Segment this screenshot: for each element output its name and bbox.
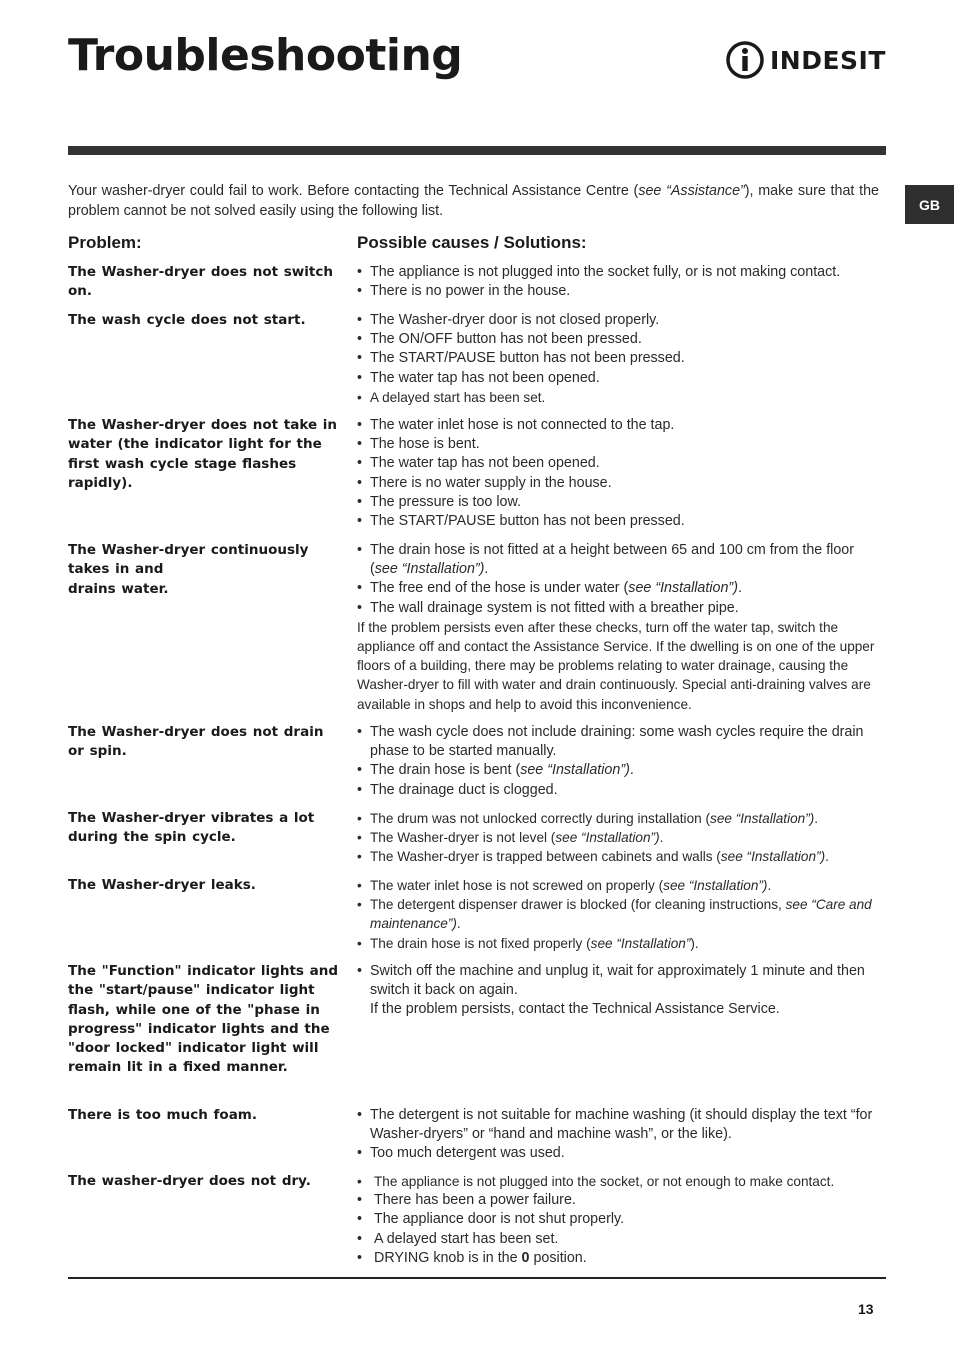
footer-divider — [68, 1277, 886, 1279]
problem-text: The Washer-dryer does not switch on. — [68, 264, 333, 300]
solution-item: • There is no power in the house. — [357, 283, 571, 300]
solutions-list — [357, 1106, 884, 1164]
solution-item: • The Washer-dryer is not level (see “Installation”). — [357, 830, 664, 846]
solutions-list — [357, 311, 884, 407]
solution-item: • The water tap has not been opened. — [357, 455, 600, 472]
solution-item: • The wash cycle does not include draining: some wash cycles require the drain phase to be started manually. — [357, 724, 864, 760]
solution-item: • The water inlet hose is not screwed on properly (see “Installation”). — [357, 878, 772, 893]
problem-text: The wash cycle does not start. — [68, 312, 306, 328]
problem-text: The Washer-dryer vibrates a lot during the spin cycle. — [68, 810, 315, 846]
solution-item: • The appliance door is not shut properly. — [357, 1211, 625, 1228]
header-divider — [68, 146, 886, 155]
solution-item: • The drainage duct is clogged. — [357, 781, 558, 798]
brand-name: INDESIT — [770, 45, 886, 75]
solution-item: • The drain hose is not fitted at a height between 65 and 100 cm from the floor (see “Installation”). — [357, 542, 855, 578]
solution-item: • The Washer-dryer is trapped between cabinets and walls (see “Installation”). — [357, 849, 829, 865]
solutions-list — [357, 876, 884, 953]
problem-text: The Washer-dryer continuously takes in and drains water. — [68, 542, 309, 597]
solution-item: • The START/PAUSE button has not been pressed. — [357, 513, 685, 530]
solution-item: • The detergent dispenser drawer is blocked (for cleaning instructions, see “Care and maintenance”). — [357, 897, 872, 932]
problem-text: The Washer-dryer does not take in water (the indicator light for the first wash cycle stage flashes rapidly). — [68, 417, 338, 491]
solution-item: • The water tap has not been opened. — [357, 369, 600, 386]
problem-text: The Washer-dryer leaks. — [68, 877, 256, 893]
solution-item: • The START/PAUSE button has not been pressed. — [357, 350, 685, 367]
solution-item: • The free end of the hose is under water (see “Installation”). — [357, 580, 742, 597]
solution-item: • The appliance is not plugged into the socket, or not enough to make contact. — [357, 1174, 835, 1189]
page-title: Troubleshooting — [68, 30, 463, 81]
intro-paragraph: Your washer-dryer could fail to work. Before contacting the Technical Assistance Centre (see “Assistance”), make sure that the problem cannot be not solved easily using the following list. — [68, 183, 879, 219]
solutions-list — [357, 416, 884, 531]
problem-text: The Washer-dryer does not drain or spin. — [68, 724, 324, 760]
solutions-list — [357, 541, 884, 714]
solution-item: • Switch off the machine and unplug it, wait for approximately 1 minute and then switch it back on again. — [357, 963, 865, 999]
brand-logo — [726, 40, 886, 80]
solution-item: • The water inlet hose is not connected to the tap. — [357, 417, 675, 433]
problem-text: The washer-dryer does not dry. — [68, 1173, 311, 1189]
solution-item: • The drain hose is not fixed properly (see “Installation”). — [357, 935, 699, 951]
solution-item: • The pressure is too low. — [357, 493, 521, 510]
solutions-list — [357, 962, 884, 1020]
problem-text: The "Function" indicator lights and the "start/pause" indicator light flash, while one of the "phase in progress" indicator lights and the "door locked" indicator light will remain lit in a fixed manner. — [68, 963, 339, 1076]
solutions-list — [357, 1172, 884, 1268]
solution-note: If the problem persists even after these checks, turn off the water tap, switch the appliance off and contact the Assistance Service. If the dwelling is on one of the upper floors of a building, there may be problems relating to water drainage, causing the Washer-dryer to fill with water and drain continuously. Special anti-draining valves are available in shops and help to avoid this inconvenience. — [357, 619, 875, 712]
problem-text: There is too much foam. — [68, 1107, 257, 1123]
solution-item: • The drum was not unlocked correctly during installation (see “Installation”). — [357, 811, 819, 826]
problem-column-heading: Problem: — [68, 233, 142, 252]
page-number: 13 — [858, 1301, 874, 1317]
solutions-list — [357, 809, 884, 867]
solutions-list — [357, 263, 884, 301]
solution-item: • The detergent is not suitable for machine washing (it should display the text “for Washer-dryers” or “hand and machine wash”, or the like). — [357, 1107, 873, 1143]
solution-item: • The ON/OFF button has not been pressed. — [357, 331, 642, 348]
solutions-list — [357, 723, 884, 800]
solution-item: • DRYING knob is in the 0 position. — [357, 1249, 587, 1266]
solution-item: • The drain hose is bent (see “Installation”). — [357, 762, 634, 779]
solution-item: • There is no water supply in the house. — [357, 474, 612, 491]
solution-item: • The wall drainage system is not fitted with a breather pipe. — [357, 599, 739, 616]
solution-item: • The hose is bent. — [357, 436, 480, 453]
brand-i-icon — [726, 40, 764, 80]
solution-item: • A delayed start has been set. — [357, 389, 546, 405]
solution-note: If the problem persists, contact the Technical Assistance Service. — [370, 1001, 780, 1018]
solution-item: • Too much detergent was used. — [357, 1145, 565, 1162]
solution-item: • There has been a power failure. — [357, 1192, 576, 1209]
solution-item: • The appliance is not plugged into the socket fully, or is not making contact. — [357, 264, 841, 280]
solutions-column-heading: Possible causes / Solutions: — [357, 233, 587, 252]
solution-item: • The Washer-dryer door is not closed properly. — [357, 312, 660, 328]
language-tab: GB — [905, 185, 954, 224]
solution-item: • A delayed start has been set. — [357, 1230, 559, 1247]
